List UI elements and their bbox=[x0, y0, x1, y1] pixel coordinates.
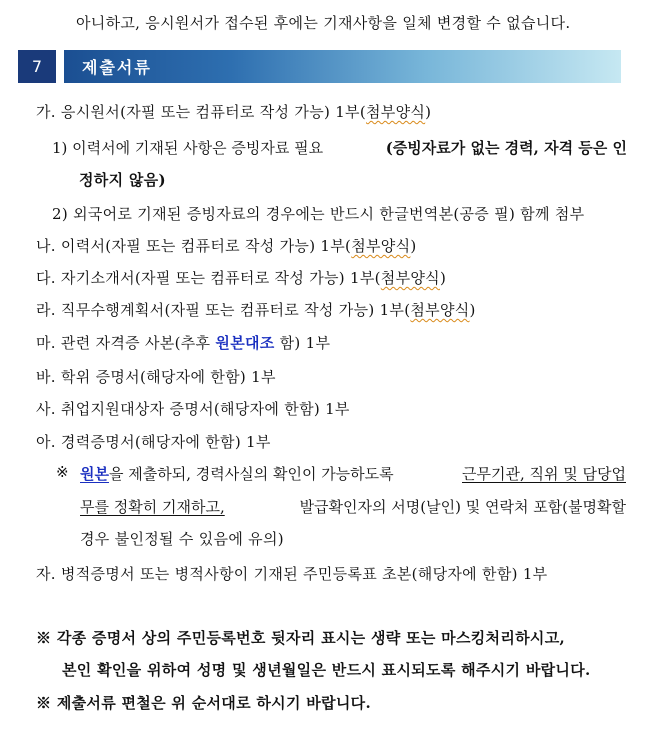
attach-form-label: 첨부양식 bbox=[366, 103, 426, 121]
section-header bbox=[18, 50, 621, 83]
note-line-1: 원본을 제출하되, 경력사실의 확인이 가능하도록 근무기관, 직위 및 담당업 bbox=[80, 465, 626, 483]
item-sa: 사. 취업지원대상자 증명서(해당자에 한함) 1부 bbox=[36, 400, 350, 418]
item-ba: 바. 학위 증명서(해당자에 한함) 1부 bbox=[36, 368, 276, 386]
intro-line: 아니하고, 응시원서가 접수된 후에는 기재사항을 일체 변경할 수 없습니다. bbox=[76, 14, 571, 32]
note-line-3: 경우 불인정될 수 있음에 유의) bbox=[80, 530, 284, 548]
attach-form-label: 첨부양식 bbox=[410, 301, 470, 319]
original-check-highlight: 원본대조 bbox=[215, 334, 275, 352]
item-ga-1: 1) 이력서에 기재된 사항은 증빙자료 필요 (증빙자료가 없는 경력, 자격 등은 인 bbox=[52, 139, 627, 157]
notice-1a: ※ 각종 증명서 상의 주민등록번호 뒷자리 표시는 생략 또는 마스킹처리하시고, bbox=[36, 629, 566, 647]
item-na: 나. 이력서(자필 또는 컴퓨터로 작성 가능) 1부(첨부양식) bbox=[36, 237, 417, 255]
item-ma: 마. 관련 자격증 사본(추후 원본대조 함) 1부 bbox=[36, 334, 331, 352]
notice-1b: 본인 확인을 위하여 성명 및 생년월일은 반드시 표시되도록 해주시기 바랍니다. bbox=[62, 661, 591, 679]
section-title: 제출서류 bbox=[64, 50, 621, 83]
section-number: 7 bbox=[18, 50, 56, 83]
item-ga: 가. 응시원서(자필 또는 컴퓨터로 작성 가능) 1부(첨부양식) bbox=[36, 103, 432, 121]
item-ja: 자. 병적증명서 또는 병적사항이 기재된 주민등록표 초본(해당자에 한함) 1부 bbox=[36, 565, 548, 583]
notice-2: ※ 제출서류 편철은 위 순서대로 하시기 바랍니다. bbox=[36, 694, 371, 712]
attach-form-label: 첨부양식 bbox=[380, 269, 440, 287]
original-highlight: 원본 bbox=[80, 465, 109, 483]
note-mark: ※ bbox=[56, 463, 69, 481]
attach-form-label: 첨부양식 bbox=[351, 237, 411, 255]
item-ga-1-cont: 정하지 않음) bbox=[79, 171, 166, 189]
item-ga-2: 2) 외국어로 기재된 증빙자료의 경우에는 반드시 한글번역본(공증 필) 함께 첨부 bbox=[52, 205, 585, 223]
note-line-2: 무를 정확히 기재하고, 발급확인자의 서명(날인) 및 연락처 포함(불명확할 bbox=[80, 498, 626, 516]
item-ra: 라. 직무수행계획서(자필 또는 컴퓨터로 작성 가능) 1부(첨부양식) bbox=[36, 301, 476, 319]
item-da: 다. 자기소개서(자필 또는 컴퓨터로 작성 가능) 1부(첨부양식) bbox=[36, 269, 447, 287]
item-a: 아. 경력증명서(해당자에 한함) 1부 bbox=[36, 433, 271, 451]
